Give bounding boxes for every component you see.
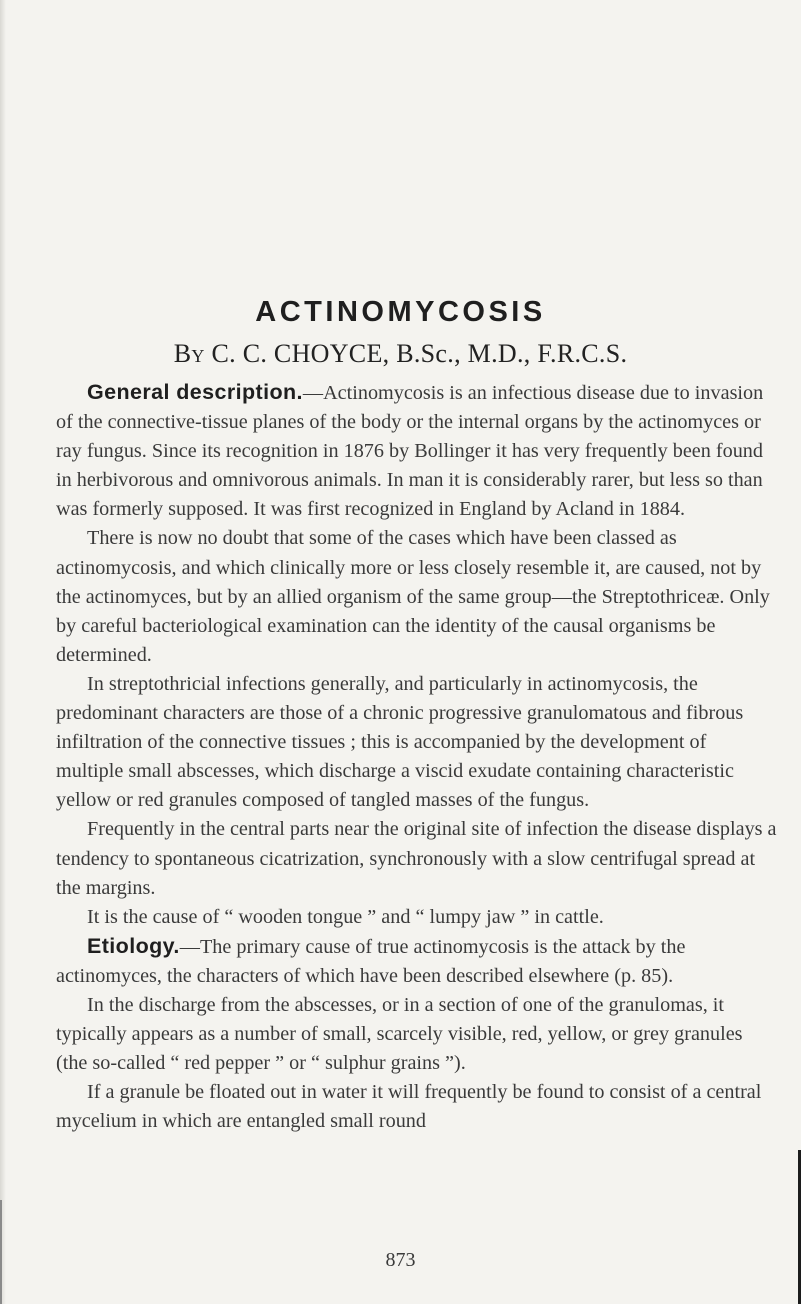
paragraph: In the discharge from the abscesses, or in a section of one of the granulomas, it typically appears as a number of small, scarcely visible, red, yellow, or grey granules (the so-called “ red pepper ” or “ sulphur grains ”). [56, 993, 743, 1075]
page-number: 873 [385, 1249, 416, 1271]
paragraph [56, 932, 778, 991]
paragraph: If a granule be floated out in water it will frequently be found to consist of a central mycelium in which are entangled small round [56, 1081, 762, 1133]
paragraph: Frequently in the central parts near the original site of infection the disease displays a tendency to spontaneous cicatrization, synchronously with a slow centrifugal spread at the margins. [56, 818, 777, 899]
paragraph: There is now no doubt that some of the cases which have been classed as actinomycosis, and which clinically more or less closely resemble it, are caused, not by the actinomyces, but by an allied organism of the same group—the Streptothriceæ. Only by careful bacteriological examination can the identity of the causal organisms be determined. [56, 527, 770, 666]
author-name: C. C. CHOYCE, B.Sc., M.D., F.R.C.S. [211, 339, 628, 368]
paragraph [56, 378, 778, 524]
byline-prefix: By [173, 339, 205, 368]
paragraph: It is the cause of “ wooden tongue ” and “ lumpy jaw ” in cattle. [87, 905, 604, 928]
section-heading-etiology: Etiology. [87, 933, 180, 958]
section-heading-general: General description. [87, 380, 303, 404]
body-text [56, 378, 778, 1136]
chapter-title: ACTINOMYCOSIS [255, 296, 546, 328]
paragraph: In streptothricial infections generally, and particularly in actinomycosis, the predominant characters are those of a chronic progressive granulomatous and fibrous infiltration of the connective tissues ; this is accompanied by the development of multiple small abscesses, which discharge a viscid exudate containing characteristic yellow or red granules composed of tangled masses of the fungus. [56, 672, 744, 812]
page-edge-shadow [0, 0, 6, 1304]
paragraph-text: —Actinomycosis is an infectious disease due to invasion of the connective-tissue planes of the body or the internal organs by the actinomyces or ray fungus. Since its recognition in 1876 by Bollinger it has very frequently been found in herbivorous and omnivorous animals. In man it is considerably rarer, but less so than was formerly supposed. It was first recognized in England by Acland in 1884. [56, 382, 764, 521]
author-byline [0, 339, 801, 369]
page-edge-left [0, 1200, 2, 1304]
paragraph-text: —The primary cause of true actinomycosis is the attack by the actinomyces, the characters of which have been described elsewhere (p. 85). [56, 935, 686, 987]
